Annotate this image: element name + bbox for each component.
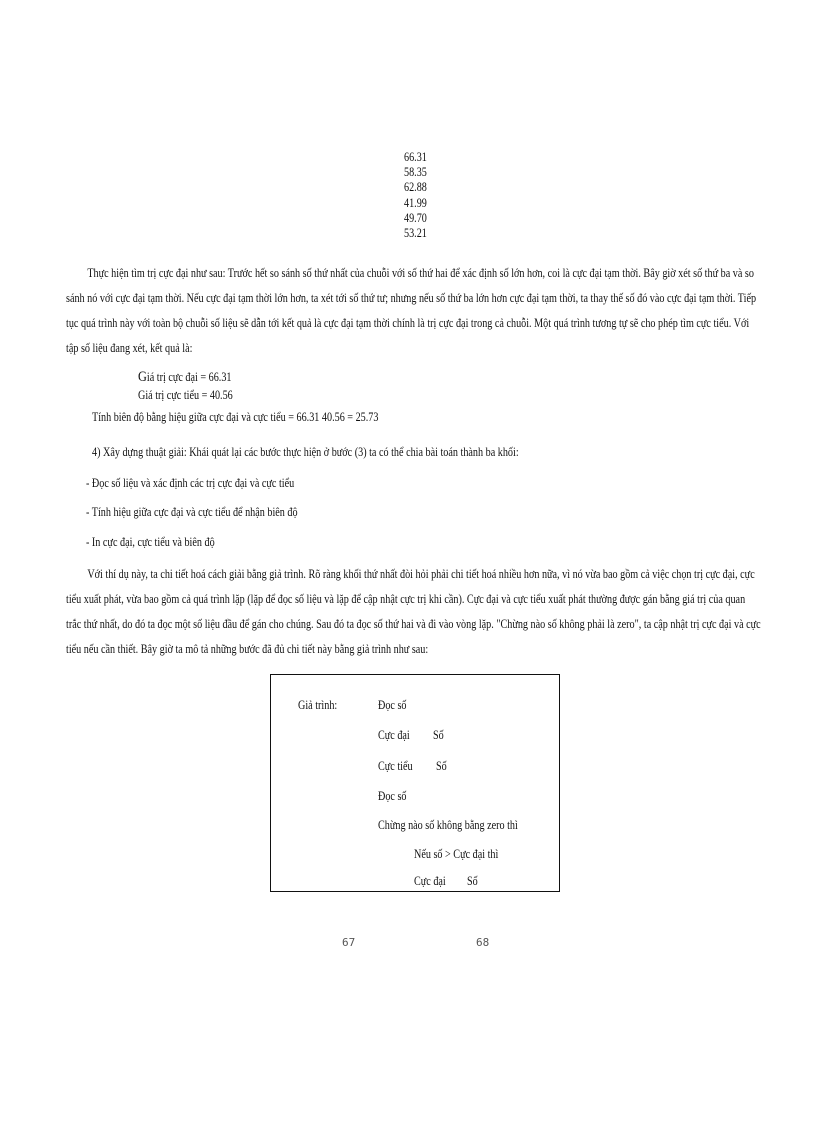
data-number: 58.35 <box>404 165 427 180</box>
pseudocode-if: Nếu số > Cực đại thì <box>414 847 499 861</box>
paragraph-line: sánh nó với cực đại tạm thời. Nếu cực đại tạm thời lớn hơn, ta xét tới số thứ tư; nhưng nếu số thứ ba lớn hơn cực đại tạm thời, ta thay thế số đó vào cực đại tạm thời. Tiếp <box>66 291 757 305</box>
paragraph-line: tục quá trình này với toàn bộ chuỗi số liệu sẽ dẫn tới kết quả là cực đại tạm thời chính là trị cực đại trong cả chuỗi. Một quá trình tương tự sẽ cho phép tìm cực tiểu. Với <box>66 316 750 330</box>
pseudocode-box <box>270 674 560 892</box>
pseudocode-read-2: Đọc số <box>378 789 407 803</box>
paragraph-line: tập số liệu đang xét, kết quả là: <box>66 341 193 355</box>
paragraph-max-search <box>66 261 816 361</box>
results-block <box>138 368 254 404</box>
page-number-right: 68 <box>476 936 490 949</box>
pseudocode-max-value: Số <box>433 728 444 742</box>
min-result: Giá trị cực tiểu = 40.56 <box>138 388 233 402</box>
pseudocode-label: Giả trình: <box>298 698 338 712</box>
paragraph-line: Với thí dụ này, ta chi tiết hoá cách giải bằng giả trình. Rõ ràng khối thứ nhất đòi hỏi phải chi tiết hoá nhiều hơn nữa, vì nó vừa bao gồm cả việc chọn trị cực đại, cực <box>87 567 755 581</box>
pseudocode-max-value-2: Số <box>467 874 478 888</box>
pseudocode-read-1: Đọc số <box>378 698 407 712</box>
data-number-list <box>404 150 432 241</box>
paragraph-pseudocode-intro <box>66 562 816 662</box>
paragraph-line: tiểu xuất phát, vừa bao gồm cả quá trình lặp (lặp để đọc số liệu và lặp để cập nhật cực trị khi cần). Cực đại và cực tiểu xuất phát thường được gán bằng giá trị của quan <box>66 592 746 606</box>
max-result: Giá trị cực đại = 66.31 <box>138 369 232 385</box>
paragraph-line: Thực hiện tìm trị cực đại như sau: Trước hết so sánh số thứ nhất của chuỗi với số thứ hai để xác định số lớn hơn, coi là cực đại tạm thời. Bây giờ xét số thứ ba và so <box>87 266 754 280</box>
pseudocode-min-assign: Cực tiểu <box>378 759 413 773</box>
data-number: 53.21 <box>404 226 427 241</box>
bullet-item: - Tính hiệu giữa cực đại và cực tiểu để nhận biên độ <box>86 505 298 519</box>
page-number-left: 67 <box>342 936 356 949</box>
bullet-item: - Đọc số liệu và xác định các trị cực đại và cực tiểu <box>86 476 295 490</box>
pseudocode-max-assign: Cực đại <box>378 728 410 742</box>
pseudocode-while: Chừng nào số không bằng zero thì <box>378 818 518 832</box>
data-number: 49.70 <box>404 210 427 225</box>
pseudocode-min-value: Số <box>436 759 447 773</box>
data-number: 41.99 <box>404 195 427 210</box>
paragraph-line: tiểu nếu cần thiết. Bây giờ ta mô tả những bước đã đủ chi tiết này bằng giả trình như sau: <box>66 642 429 656</box>
amplitude-line: Tính biên độ bằng hiệu giữa cực đại và cực tiểu = 66.31 40.56 = 25.73 <box>92 410 379 424</box>
step4-heading: 4) Xây dựng thuật giải: Khái quát lại các bước thực hiện ở bước (3) ta có thể chia bài toán thành ba khối: <box>92 445 519 459</box>
paragraph-line: trắc thứ nhất, do đó ta đọc một số liệu đầu để gán cho chúng. Sau đó ta đọc số thứ hai và đi vào vòng lặp. "Chừng nào số không phải là zero", ta cập nhật trị cực đại và cực <box>66 617 761 631</box>
data-number: 66.31 <box>404 150 427 164</box>
pseudocode-max-assign-2: Cực đại <box>414 874 446 888</box>
bullet-item: - In cực đại, cực tiểu và biên độ <box>86 535 215 549</box>
data-number: 62.88 <box>404 180 427 195</box>
